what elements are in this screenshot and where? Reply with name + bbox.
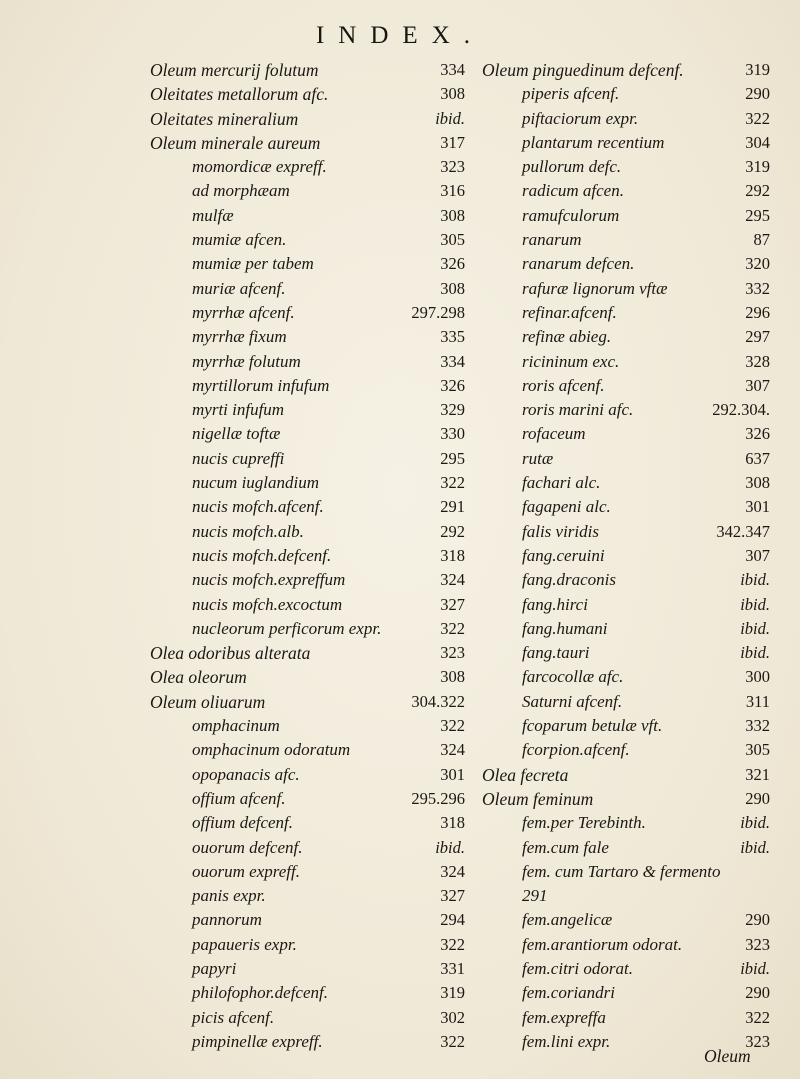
page-reference: 326 xyxy=(440,375,465,395)
index-term: Oleum minerale aureum xyxy=(150,132,321,153)
index-term: myrrhæ fixum xyxy=(192,327,287,347)
index-entry xyxy=(150,471,465,495)
index-entry xyxy=(150,58,465,82)
page-reference: 322 xyxy=(440,473,465,493)
index-entry xyxy=(150,690,465,714)
page-reference: ibid. xyxy=(435,108,465,128)
index-term: Oleitates metallorum afc. xyxy=(150,84,329,105)
index-term: mumiæ afcen. xyxy=(192,230,287,250)
index-term: papaueris expr. xyxy=(192,934,297,954)
index-entry xyxy=(150,811,465,835)
index-term: fang.humani xyxy=(522,618,608,638)
index-entry xyxy=(482,544,770,568)
page-reference: ibid. xyxy=(740,958,770,978)
index-entry xyxy=(150,933,465,957)
page-reference: 334 xyxy=(440,60,465,79)
index-entry xyxy=(482,738,770,762)
index-entry xyxy=(482,204,770,228)
index-entry xyxy=(150,957,465,981)
index-column-right xyxy=(482,58,770,1054)
index-term: fang.tauri xyxy=(522,643,590,663)
page-reference: 335 xyxy=(440,327,465,347)
index-term: Olea odoribus alterata xyxy=(150,643,311,664)
index-term: offium afcenf. xyxy=(192,788,286,808)
index-term: panis expr. xyxy=(192,886,266,906)
page-reference: 317 xyxy=(440,132,465,152)
page-reference: 323 xyxy=(745,1031,770,1051)
index-entry xyxy=(150,301,465,325)
index-entry xyxy=(482,422,770,446)
index-entry xyxy=(482,593,770,617)
index-entry xyxy=(482,447,770,471)
index-term: piftaciorum expr. xyxy=(522,108,639,128)
page-header: INDEX. xyxy=(315,22,484,49)
index-entry xyxy=(482,763,770,787)
page-reference: 294 xyxy=(440,910,465,930)
index-entry xyxy=(482,107,770,131)
index-term: papyri xyxy=(192,958,237,978)
index-entry xyxy=(482,58,770,82)
page-reference: 326 xyxy=(440,254,465,274)
index-entry xyxy=(482,884,770,908)
index-entry xyxy=(150,252,465,276)
index-term: refinæ abieg. xyxy=(522,327,612,347)
page-reference: 322 xyxy=(440,934,465,954)
page-reference: 304.322 xyxy=(411,691,465,711)
index-entry xyxy=(150,155,465,179)
index-entry xyxy=(150,398,465,422)
index-entry xyxy=(482,350,770,374)
page-reference: 297.298 xyxy=(411,302,465,322)
index-term: ad morphæam xyxy=(192,181,290,201)
index-term: nigellæ toftæ xyxy=(192,424,281,444)
index-term: opopanacis afc. xyxy=(192,764,300,784)
page-reference: 320 xyxy=(745,254,770,274)
page-reference: 290 xyxy=(745,84,770,104)
index-entry xyxy=(150,179,465,203)
index-entry xyxy=(482,957,770,981)
index-entry xyxy=(482,398,770,422)
index-term: fcoparum betulæ vft. xyxy=(522,716,663,736)
page-reference: 292.304. xyxy=(712,400,770,420)
index-term: farcocollæ afc. xyxy=(522,667,624,687)
page-reference: 342.347 xyxy=(716,521,770,541)
page-reference: 291 xyxy=(440,497,465,517)
index-entry xyxy=(482,787,770,811)
index-entry xyxy=(482,131,770,155)
page-reference: 324 xyxy=(440,861,465,881)
index-term: Olea fecreta xyxy=(482,764,569,785)
index-entry xyxy=(482,155,770,179)
page-reference: 305 xyxy=(745,740,770,760)
index-term: pullorum defc. xyxy=(522,157,622,177)
index-term: offium defcenf. xyxy=(192,813,294,833)
page-reference: 308 xyxy=(440,84,465,104)
index-term: fem.citri odorat. xyxy=(522,958,633,978)
index-entry xyxy=(482,981,770,1005)
index-term: muriæ afcenf. xyxy=(192,278,286,298)
index-term: nucis mofch.defcenf. xyxy=(192,545,332,565)
index-term: nucis mofch.afcenf. xyxy=(192,497,324,517)
index-entry xyxy=(150,763,465,787)
page-reference: 295 xyxy=(440,448,465,468)
index-term: fem.angelicæ xyxy=(522,910,613,930)
index-term: picis afcenf. xyxy=(192,1007,275,1027)
index-term: myrti infufum xyxy=(192,400,285,420)
index-entry xyxy=(482,1006,770,1030)
index-entry xyxy=(150,738,465,762)
page-reference: ibid. xyxy=(435,837,465,857)
index-term: roris marini afc. xyxy=(522,400,634,420)
page-reference: 292 xyxy=(440,521,465,541)
index-term: fem.per Terebinth. xyxy=(522,813,646,833)
page-reference: 318 xyxy=(440,545,465,565)
index-entry xyxy=(482,471,770,495)
page-reference: 307 xyxy=(745,375,770,395)
index-entry xyxy=(482,714,770,738)
index-term: mumiæ per tabem xyxy=(192,254,314,274)
index-term: fem. cum Tartaro & fermento xyxy=(522,861,721,881)
index-entry xyxy=(482,179,770,203)
index-term: piperis afcenf. xyxy=(522,84,620,104)
index-term: fang.ceruini xyxy=(522,545,605,565)
index-term: 291 xyxy=(522,886,548,906)
index-entry xyxy=(482,82,770,106)
catchword: Oleum xyxy=(704,1046,751,1066)
page-reference: 311 xyxy=(745,691,770,711)
page-reference: 290 xyxy=(745,983,770,1003)
index-term: radicum afcen. xyxy=(522,181,624,201)
page-reference: 322 xyxy=(440,716,465,736)
page-reference: 328 xyxy=(745,351,770,371)
index-term: fang.hirci xyxy=(522,594,588,614)
page-reference: 301 xyxy=(745,497,770,517)
index-term: fachari alc. xyxy=(522,473,601,493)
page-reference: ibid. xyxy=(740,570,770,590)
page-reference: 295.296 xyxy=(411,788,465,808)
page-reference: 322 xyxy=(440,618,465,638)
index-entry xyxy=(482,933,770,957)
page-reference: 319 xyxy=(745,157,770,177)
index-term: pannorum xyxy=(192,910,262,930)
page-reference: 300 xyxy=(745,667,770,687)
index-entry xyxy=(150,277,465,301)
index-entry xyxy=(482,325,770,349)
page-reference: 308 xyxy=(440,667,465,687)
index-entry xyxy=(150,617,465,641)
index-term: myrrhæ folutum xyxy=(192,351,301,371)
index-term: omphacinum odoratum xyxy=(192,740,351,760)
page-reference: ibid. xyxy=(740,837,770,857)
index-term: fang.draconis xyxy=(522,570,616,590)
page-reference: 308 xyxy=(440,205,465,225)
page-reference: 319 xyxy=(745,60,770,79)
index-term: Oleum oliuarum xyxy=(150,691,266,712)
page-reference: 323 xyxy=(440,157,465,177)
index-term: Olea oleorum xyxy=(150,667,247,688)
page-reference: 321 xyxy=(745,764,770,784)
index-entry xyxy=(482,495,770,519)
index-entry xyxy=(150,374,465,398)
index-entry xyxy=(150,544,465,568)
index-entry xyxy=(482,252,770,276)
index-entry xyxy=(150,1006,465,1030)
index-entry xyxy=(482,617,770,641)
page-reference: 322 xyxy=(745,108,770,128)
index-entry xyxy=(150,568,465,592)
index-term: pimpinellæ expreff. xyxy=(192,1031,323,1051)
page-reference: 296 xyxy=(745,302,770,322)
index-entry xyxy=(482,301,770,325)
index-term: ouorum expreff. xyxy=(192,861,300,881)
page-reference: 332 xyxy=(745,278,770,298)
index-term: ouorum defcenf. xyxy=(192,837,303,857)
index-term: fem.arantiorum odorat. xyxy=(522,934,683,954)
index-entry xyxy=(482,277,770,301)
index-term: philofophor.defcenf. xyxy=(192,983,328,1003)
index-term: omphacinum xyxy=(192,716,280,736)
index-entry xyxy=(482,836,770,860)
index-term: Oleum pinguedinum defcenf. xyxy=(482,60,684,80)
index-entry xyxy=(150,641,465,665)
page-reference: 319 xyxy=(440,983,465,1003)
page-reference: 305 xyxy=(440,230,465,250)
index-entry xyxy=(150,714,465,738)
index-term: fem.coriandri xyxy=(522,983,616,1003)
page-reference: 290 xyxy=(745,910,770,930)
index-entry xyxy=(150,908,465,932)
index-term: falis viridis xyxy=(522,521,599,541)
index-term: nucis mofch.alb. xyxy=(192,521,304,541)
index-term: nucleorum perficorum expr. xyxy=(192,618,382,638)
index-term: fem.expreffa xyxy=(522,1007,606,1027)
page-reference: ibid. xyxy=(740,643,770,663)
index-entry xyxy=(150,593,465,617)
index-entry xyxy=(482,665,770,689)
index-entry xyxy=(150,981,465,1005)
page-reference: 307 xyxy=(745,545,770,565)
index-entry xyxy=(150,520,465,544)
index-term: fem.lini expr. xyxy=(522,1031,611,1051)
page-reference: ibid. xyxy=(740,618,770,638)
page-reference: 304 xyxy=(745,132,770,152)
index-entry xyxy=(150,860,465,884)
page-reference: 324 xyxy=(440,570,465,590)
index-term: Saturni afcenf. xyxy=(522,691,623,711)
page-reference: 316 xyxy=(440,181,465,201)
index-term: rafuræ lignorum vftæ xyxy=(522,278,668,298)
index-entry xyxy=(482,520,770,544)
index-term: rofaceum xyxy=(522,424,586,444)
index-term: nucis mofch.expreffum xyxy=(192,570,346,590)
page-reference: 323 xyxy=(440,643,465,663)
page-reference: 301 xyxy=(440,764,465,784)
index-entry xyxy=(150,131,465,155)
index-entry xyxy=(482,690,770,714)
index-term: nucis mofch.excoctum xyxy=(192,594,343,614)
index-entry xyxy=(482,811,770,835)
index-term: Oleum feminum xyxy=(482,788,594,809)
page-reference: 322 xyxy=(440,1031,465,1051)
index-term: Oleitates mineralium xyxy=(150,108,299,129)
index-term: roris afcenf. xyxy=(522,375,605,395)
index-term: fcorpion.afcenf. xyxy=(522,740,630,760)
index-term: myrtillorum infufum xyxy=(192,375,330,395)
page-reference: 318 xyxy=(440,813,465,833)
index-entry xyxy=(150,422,465,446)
page-reference: ibid. xyxy=(740,813,770,833)
index-entry xyxy=(150,1030,465,1054)
index-term: momordicæ expreff. xyxy=(192,157,327,177)
index-entry xyxy=(150,884,465,908)
page-reference: 308 xyxy=(745,473,770,493)
page-reference: 637 xyxy=(745,448,770,468)
index-term: ranarum xyxy=(522,230,582,250)
index-entry xyxy=(150,82,465,106)
index-entry xyxy=(150,325,465,349)
index-term: refinar.afcenf. xyxy=(522,302,617,322)
index-entry xyxy=(150,228,465,252)
index-entry xyxy=(150,665,465,689)
index-entry xyxy=(150,107,465,131)
index-entry xyxy=(482,228,770,252)
index-entry xyxy=(150,447,465,471)
index-entry xyxy=(482,860,770,884)
page-reference: 290 xyxy=(745,788,770,808)
index-term: ramufculorum xyxy=(522,205,620,225)
page-reference: 327 xyxy=(440,886,465,906)
index-entry xyxy=(482,568,770,592)
page-reference: 327 xyxy=(440,594,465,614)
index-entry xyxy=(150,350,465,374)
page-reference: 297 xyxy=(745,327,770,347)
page-reference: 330 xyxy=(440,424,465,444)
index-term: Oleum mercurij folutum xyxy=(150,60,319,80)
index-term: mulfæ xyxy=(192,205,234,225)
page-reference: 323 xyxy=(745,934,770,954)
page-reference: 331 xyxy=(440,958,465,978)
page-reference: 329 xyxy=(440,400,465,420)
index-entry xyxy=(482,641,770,665)
index-term: plantarum recentium xyxy=(522,132,665,152)
page-reference: 308 xyxy=(440,278,465,298)
page-reference: 302 xyxy=(440,1007,465,1027)
page-reference: 332 xyxy=(745,716,770,736)
page-reference: ibid. xyxy=(740,594,770,614)
page-reference: 326 xyxy=(745,424,770,444)
index-term: nucum iuglandium xyxy=(192,473,320,493)
index-entry xyxy=(482,374,770,398)
index-term: rutæ xyxy=(522,448,554,468)
index-term: ranarum defcen. xyxy=(522,254,635,274)
index-term: fagapeni alc. xyxy=(522,497,611,517)
page-reference: 334 xyxy=(440,351,465,371)
index-term: myrrhæ afcenf. xyxy=(192,302,295,322)
index-column-left xyxy=(150,58,465,1054)
index-term: ricininum exc. xyxy=(522,351,620,371)
index-entry xyxy=(150,495,465,519)
index-term: fem.cum fale xyxy=(522,837,609,857)
page-reference: 292 xyxy=(745,181,770,201)
index-entry xyxy=(150,836,465,860)
index-entry xyxy=(150,787,465,811)
page-reference: 322 xyxy=(745,1007,770,1027)
page-reference: 295 xyxy=(745,205,770,225)
index-entry xyxy=(482,908,770,932)
page-reference: 87 xyxy=(753,230,770,250)
page-reference: 324 xyxy=(440,740,465,760)
index-term: nucis cupreffi xyxy=(192,448,285,468)
index-entry xyxy=(150,204,465,228)
